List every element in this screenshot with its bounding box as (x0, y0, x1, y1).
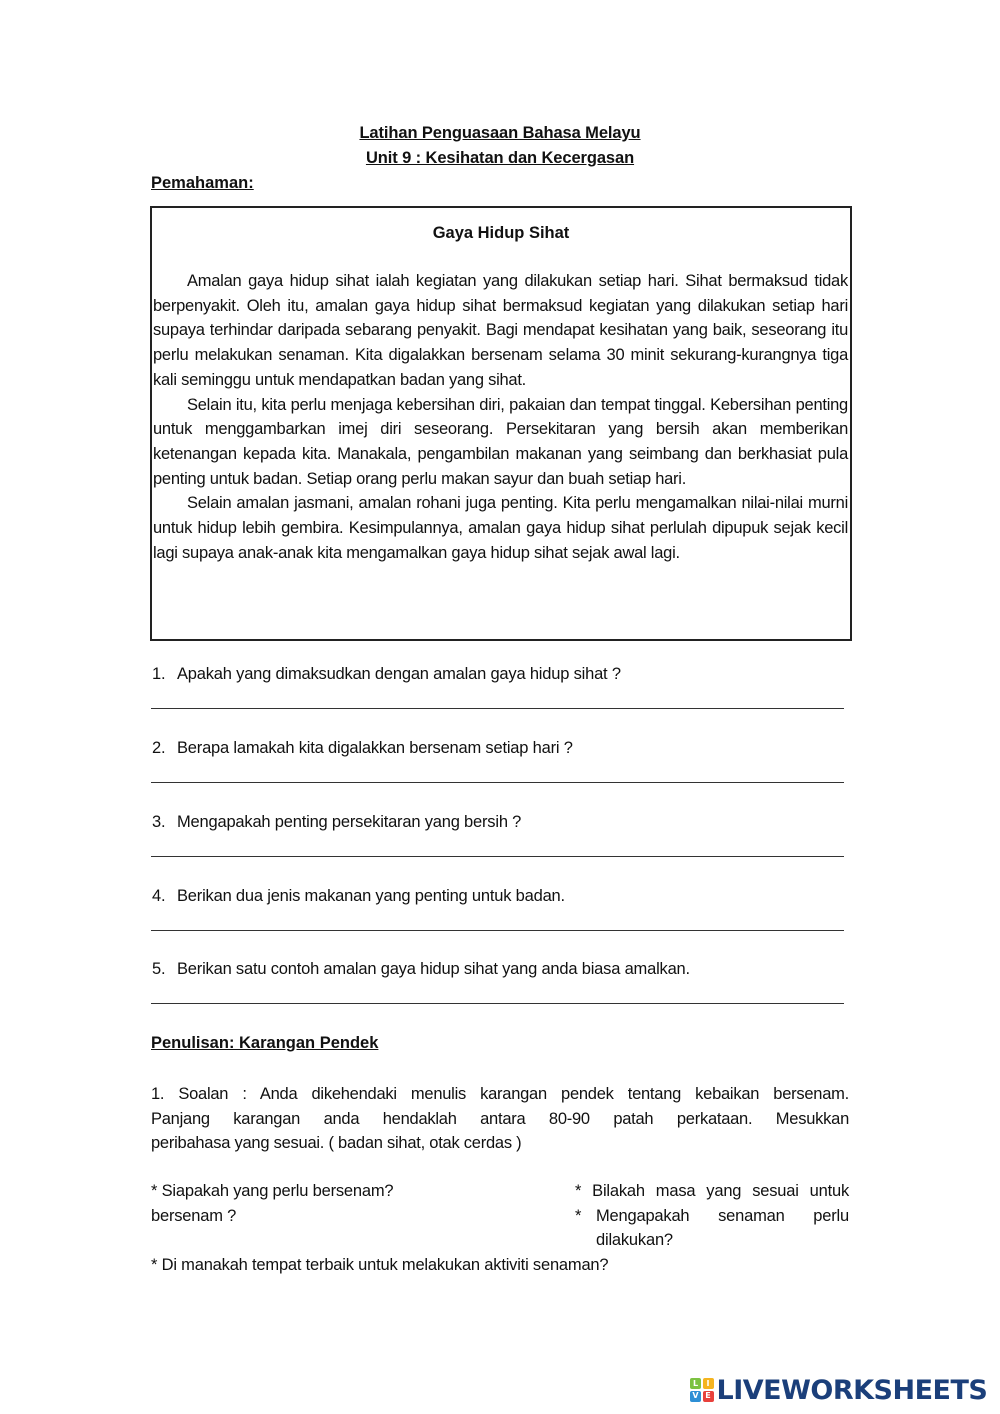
question-text: Berikan satu contoh amalan gaya hidup sihat yang anda biasa amalkan. (177, 960, 690, 978)
question-4 (152, 887, 565, 906)
passage-paragraph-1: Amalan gaya hidup sihat ialah kegiatan yang dilakukan setiap hari. Sihat bermaksud tidak berpenyakit. Oleh itu, amalan gaya hidup sihat bermaksud kegiatan yang dilakukan setiap hari supaya terhindar daripada sebarang penyakit. Bagi mendapat kesihatan yang baik, seseorang itu perlu melakukan senaman. Kita digalakkan bersenam selama 30 minit sekurang-kurangnya tiga kali seminggu untuk mendapatkan badan yang sihat. (153, 272, 848, 389)
liveworksheets-logo[interactable] (690, 1375, 987, 1405)
question-number: 4. (152, 887, 166, 905)
question-text: Mengapakah penting persekitaran yang bersih ? (177, 813, 522, 831)
question-number: 2. (152, 739, 166, 757)
comprehension-heading: Pemahaman: (151, 174, 254, 192)
question-5 (152, 960, 690, 979)
question-2 (152, 739, 573, 758)
question-number: 1. (152, 665, 166, 683)
passage-title: Gaya Hidup Sihat (432, 224, 570, 242)
answer-line-5[interactable] (151, 1003, 844, 1004)
writing-prompt (151, 1082, 849, 1156)
hint-who: * Siapakah yang perlu bersenam? (151, 1182, 394, 1200)
worksheet-title: Latihan Penguasaan Bahasa Melayu (359, 124, 641, 142)
answer-line-1[interactable] (151, 708, 844, 709)
question-number: 3. (152, 813, 166, 831)
logo-icon (690, 1378, 714, 1402)
question-1 (152, 665, 621, 684)
answer-line-2[interactable] (151, 782, 844, 783)
hint-who-cont: bersenam ? (151, 1207, 237, 1225)
worksheet-subtitle: Unit 9 : Kesihatan dan Kecergasan (365, 149, 635, 167)
hint-why-cont: dilakukan? (596, 1231, 673, 1249)
question-text: Berikan dua jenis makanan yang penting untuk badan. (177, 887, 565, 905)
writing-prompt-line-1: 1. Soalan : Anda dikehendaki menulis karangan pendek tentang kebaikan bersenam. (151, 1085, 849, 1103)
passage-text (152, 269, 850, 565)
question-number: 5. (152, 960, 166, 978)
question-text: Apakah yang dimaksudkan dengan amalan gaya hidup sihat ? (177, 665, 621, 683)
passage-paragraph-2: Selain itu, kita perlu menjaga kebersihan diri, pakaian dan tempat tinggal. Kebersihan penting untuk menggambarkan imej diri seseorang. Persekitaran yang bersih akan memberikan ketenangan kepada kita. Manakala, pengambilan makanan yang seimbang dan berkhasiat pula penting untuk badan. Setiap orang perlu makan sayur dan buah setiap hari. (153, 395, 848, 488)
logo-square-v: V (690, 1391, 701, 1402)
writing-prompt-line-2: Panjang karangan anda hendaklah antara 80-90 patah perkataan. Mesukkan (151, 1109, 849, 1128)
logo-text: LIVEWORKSHEETS (716, 1374, 988, 1406)
question-text: Berapa lamakah kita digalakkan bersenam setiap hari ? (177, 739, 573, 757)
writing-prompt-line-3: peribahasa yang sesuai. ( badan sihat, otak cerdas ) (151, 1134, 522, 1153)
answer-line-3[interactable] (151, 856, 844, 857)
passage-box (150, 206, 852, 641)
logo-square-e: E (703, 1391, 714, 1402)
answer-line-4[interactable] (151, 930, 844, 931)
hint-why: Mengapakah senaman perlu (596, 1207, 849, 1225)
hint-why-bullet: * (575, 1207, 582, 1225)
writing-heading: Penulisan: Karangan Pendek (151, 1034, 379, 1052)
question-3 (152, 813, 521, 832)
logo-square-i: I (703, 1378, 714, 1389)
logo-square-l: L (690, 1378, 701, 1389)
hint-when: * Bilakah masa yang sesuai untuk (575, 1182, 849, 1200)
hint-where: * Di manakah tempat terbaik untuk melakukan aktiviti senaman? (151, 1256, 609, 1274)
passage-paragraph-3: Selain amalan jasmani, amalan rohani juga penting. Kita perlu mengamalkan nilai-nilai murni untuk hidup lebih gembira. Kesimpulannya, amalan gaya hidup sihat perlulah dipupuk sejak kecil lagi supaya anak-anak kita mengamalkan gaya hidup sihat sejak awal lagi. (153, 494, 848, 562)
